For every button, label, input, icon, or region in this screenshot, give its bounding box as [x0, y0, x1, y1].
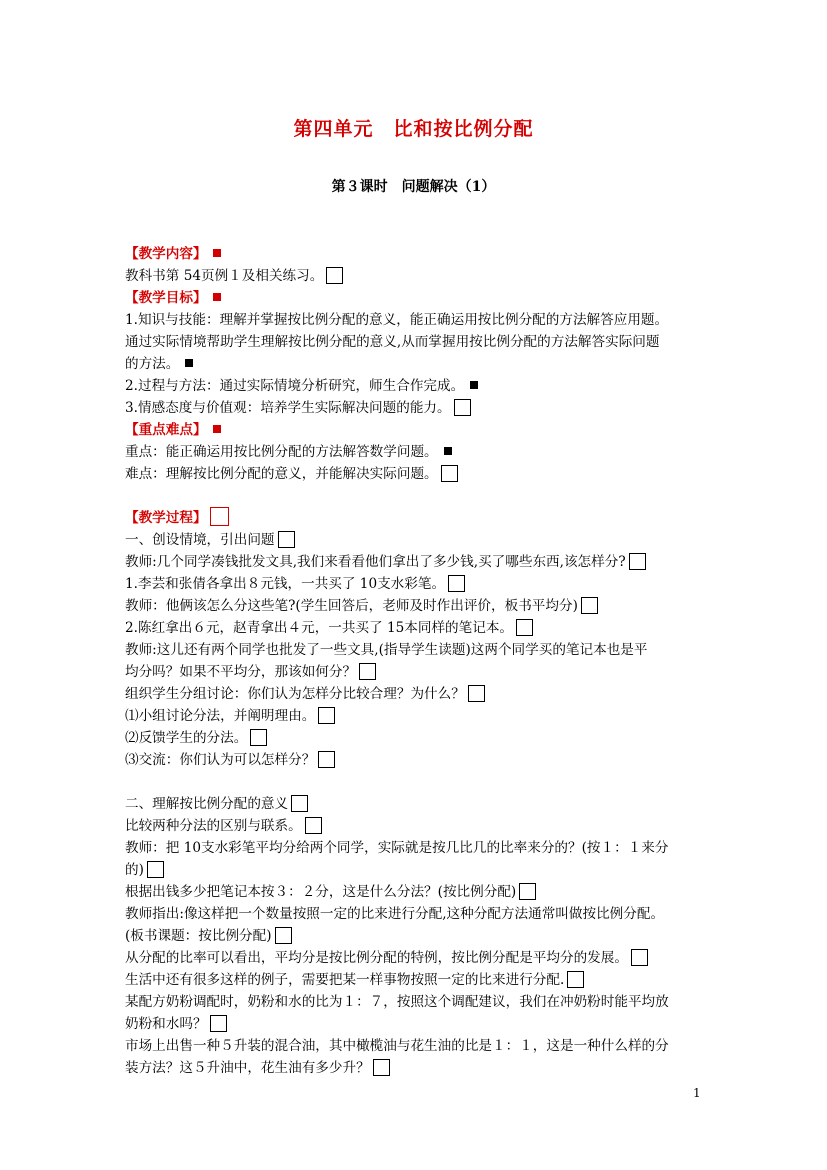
line-text: (板书课题：按比例分配) — [125, 928, 272, 944]
filled-square-icon — [213, 249, 221, 257]
line-text: ⑶交流：你们认为可以怎样分？ — [125, 752, 316, 768]
line-text: 2.陈红拿出６元，赵青拿出４元，一共买了 15本同样的笔记本。 — [125, 620, 514, 636]
line-text: 教师：他俩该怎么分这些笔?(学生回答后，老师及时作出评价，板书平均分) — [125, 598, 578, 614]
line-text: 教科书第 54页例１及相关练习。 — [125, 268, 324, 284]
text-line — [125, 947, 710, 969]
text-line — [125, 529, 710, 551]
empty-box-icon — [519, 883, 536, 900]
empty-box-icon — [275, 927, 292, 944]
line-text: 3.情感态度与价值观：培养学生实际解决问题的能力。 — [125, 400, 451, 416]
line-text: 【教学目标】 — [125, 290, 207, 306]
empty-box-icon — [147, 861, 164, 878]
text-line — [125, 749, 710, 771]
lesson-subtitle: 第３课时 问题解决（1） — [331, 179, 496, 195]
empty-box-icon — [516, 619, 533, 636]
empty-box-icon — [373, 1059, 390, 1076]
line-text: 通过实际情境帮助学生理解按比例分配的意义,从而掌握用按比例分配的方法解答实际问题 — [125, 334, 660, 350]
empty-box-icon — [629, 553, 646, 570]
text-line — [125, 463, 710, 485]
line-text: 装方法？这５升油中，花生油有多少升？ — [125, 1060, 370, 1076]
empty-box-icon — [210, 1015, 227, 1032]
section-heading — [125, 287, 710, 309]
text-line — [125, 617, 710, 639]
empty-box-icon — [441, 465, 458, 482]
text-line — [125, 705, 710, 727]
text-line — [125, 881, 710, 903]
line-text: 1.知识与技能：理解并掌握按比例分配的意义，能正确运用按比例分配的方法解答应用题。 — [125, 312, 669, 328]
empty-box-icon — [631, 949, 648, 966]
text-line — [125, 837, 710, 859]
line-text: 重点：能正确运用按比例分配的方法解答数学问题。 — [125, 444, 438, 460]
line-text: 教师:几个同学凑钱批发文具,我们来看看他们拿出了多少钱,买了哪些东西,该怎样分? — [125, 554, 626, 570]
empty-box-icon — [250, 729, 267, 746]
line-text: 二、理解按比例分配的意义 — [125, 796, 289, 812]
line-text: 2.过程与方法：通过实际情境分析研究，师生合作完成。 — [125, 378, 465, 394]
text-line — [125, 683, 710, 705]
text-line — [125, 1013, 710, 1035]
text-line — [125, 573, 710, 595]
line-text: 某配方奶粉调配时，奶粉和水的比为１：７，按照这个调配建议，我们在冲奶粉时能平均放 — [125, 994, 669, 1010]
page-title: 第四单元 比和按比例分配 — [293, 118, 534, 140]
text-line — [125, 441, 710, 463]
empty-box-icon — [581, 597, 598, 614]
text-line — [125, 925, 710, 947]
line-text: ⑴小组讨论分法，并阐明理由。 — [125, 708, 316, 724]
line-text: 1.李芸和张倩各拿出８元钱，一共买了 10支水彩笔。 — [125, 576, 446, 592]
text-line — [125, 793, 710, 815]
page-number: 1 — [693, 1086, 701, 1100]
text-line — [125, 595, 710, 617]
section-heading — [125, 507, 710, 529]
line-text: 难点：理解按比例分配的意义，并能解决实际问题。 — [125, 466, 438, 482]
line-text: 的方法。 — [125, 356, 180, 372]
empty-box-icon — [210, 507, 229, 526]
line-text: ⑵反馈学生的分法。 — [125, 730, 248, 746]
filled-square-icon — [213, 425, 221, 433]
text-line — [125, 639, 710, 661]
line-text: 【教学过程】 — [125, 510, 207, 526]
empty-box-icon — [448, 575, 465, 592]
line-text: 根据出钱多少把笔记本按３：２分，这是什么分法？(按比例分配) — [125, 884, 517, 900]
text-line — [125, 375, 710, 397]
text-line — [125, 991, 710, 1013]
line-text: 市场上出售一种５升装的混合油，其中橄榄油与花生油的比是１：１，这是一种什么样的分 — [125, 1038, 669, 1054]
line-text: 组织学生分组讨论：你们认为怎样分比较合理？为什么？ — [125, 686, 465, 702]
empty-box-icon — [278, 531, 295, 548]
line-text: 【重点难点】 — [125, 422, 207, 438]
lesson-body — [125, 243, 710, 1079]
empty-box-icon — [305, 817, 322, 834]
empty-box-icon — [291, 795, 308, 812]
text-line — [125, 661, 710, 683]
filled-square-icon — [444, 447, 452, 455]
text-line — [125, 1057, 710, 1079]
empty-box-icon — [326, 267, 343, 284]
text-line — [125, 265, 710, 287]
filled-square-icon — [213, 293, 221, 301]
line-text: 从分配的比率可以看出，平均分是按比例分配的特例，按比例分配是平均分的发展。 — [125, 950, 628, 966]
line-text: 奶粉和水吗？ — [125, 1016, 207, 1032]
line-text: 生活中还有很多这样的例子，需要把某一样事物按照一定的比来进行分配. — [125, 972, 565, 988]
line-text: 教师指出:像这样把一个数量按照一定的比来进行分配,这种分配方法通常叫做按比例分配。 — [125, 906, 665, 922]
filled-square-icon — [470, 381, 478, 389]
section-heading — [125, 243, 710, 265]
text-line — [125, 727, 710, 749]
text-line — [125, 397, 710, 419]
text-line — [125, 353, 710, 375]
text-line — [125, 859, 710, 881]
filled-square-icon — [185, 359, 193, 367]
text-line — [125, 815, 710, 837]
empty-box-icon — [454, 399, 471, 416]
empty-box-icon — [318, 707, 335, 724]
text-line — [125, 1035, 710, 1057]
section-heading — [125, 419, 710, 441]
text-line — [125, 969, 710, 991]
line-text: 教师：把 10支水彩笔平均分给两个同学，实际就是按几比几的比率来分的？(按１：１来分 — [125, 840, 669, 856]
empty-box-icon — [318, 751, 335, 768]
line-text: 教师:这儿还有两个同学也批发了一些文具,(指导学生读题)这两个同学买的笔记本也是平 — [125, 642, 648, 658]
empty-box-icon — [567, 971, 584, 988]
line-text: 一、创设情境，引出问题 — [125, 532, 275, 548]
text-line — [125, 309, 710, 331]
text-line — [125, 551, 710, 573]
text-line — [125, 903, 710, 925]
line-text: 比较两种分法的区别与联系。 — [125, 818, 302, 834]
text-line — [125, 331, 710, 353]
line-text: 的) — [125, 862, 144, 878]
empty-box-icon — [468, 685, 485, 702]
line-text: 均分吗？如果不平均分，那该如何分？ — [125, 664, 357, 680]
empty-box-icon — [359, 663, 376, 680]
line-text: 【教学内容】 — [125, 246, 207, 262]
